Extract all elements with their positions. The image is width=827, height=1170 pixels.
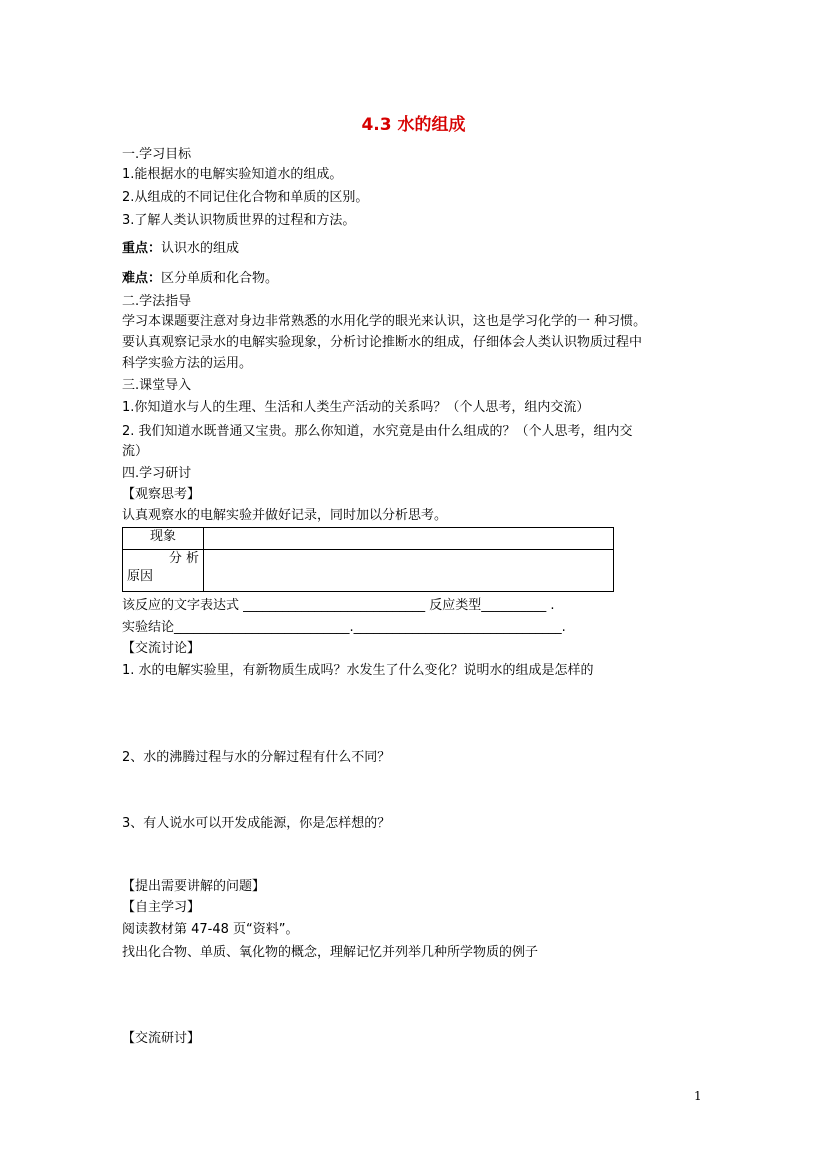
table-row [123, 550, 614, 592]
discussion-question-2: 2、水的沸腾过程与水的分解过程有什么不同？ [122, 750, 391, 765]
objective-item: 3.了解人类认识物质世界的过程和方法。 [122, 213, 356, 228]
key-point-label: 重点： [122, 241, 162, 256]
analysis-label-line2: 原因 [127, 569, 154, 584]
phenomenon-cell[interactable] [204, 528, 614, 550]
observation-table [122, 527, 614, 592]
intro-question-2-cont: 流） [122, 444, 149, 459]
section-heading-method: 二.学法指导 [122, 294, 192, 309]
method-line: 科学实验方法的运用。 [122, 356, 253, 371]
objective-item: 1.能根据水的电解实验知道水的组成。 [122, 167, 343, 182]
phenomenon-label: 现象 [123, 528, 204, 550]
analysis-label [123, 550, 204, 592]
observe-heading: 【观察思考】 [122, 487, 201, 502]
key-point [122, 240, 239, 258]
self-study-line: 找出化合物、单质、氧化物的概念，理解记忆并列举几种所学物质的例子 [122, 945, 539, 960]
analysis-label-line1: 分 析 [168, 551, 199, 566]
raise-questions-heading: 【提出需要讲解的问题】 [122, 879, 266, 894]
formula-line: 该反应的文字表达式 ____________________________ 反应类型__________ . [122, 598, 555, 613]
section-heading-study: 四.学习研讨 [122, 466, 192, 481]
method-line: 学习本课题要注意对身边非常熟悉的水用化学的眼光来认识，这也是学习化学的一 种习惯。 [122, 314, 647, 329]
table-row [123, 528, 614, 550]
discussion-question-1: 1. 水的电解实验里，有新物质生成吗？水发生了什么变化？说明水的组成是怎样的 [122, 663, 594, 678]
method-line: 要认真观察记录水的电解实验现象，分析讨论推断水的组成，仔细体会人类认识物质过程中 [122, 335, 643, 350]
exchange-heading: 【交流研讨】 [122, 1031, 201, 1046]
conclusion-line: 实验结论___________________________.________________________________. [122, 620, 566, 635]
section-heading-objectives: 一.学习目标 [122, 147, 192, 162]
self-study-line: 阅读教材第 47-48 页“资料”。 [122, 922, 299, 937]
self-study-heading: 【自主学习】 [122, 900, 201, 915]
key-point-text: 认识水的组成 [161, 241, 240, 256]
observe-text: 认真观察水的电解实验并做好记录，同时加以分析思考。 [122, 508, 448, 523]
discussion-question-3: 3、有人说水可以开发成能源，你是怎样想的？ [122, 816, 391, 831]
discussion-heading: 【交流讨论】 [122, 641, 201, 656]
difficulty-text: 区分单质和化合物。 [161, 271, 279, 286]
intro-question-1: 1.你知道水与人的生理、生活和人类生产活动的关系吗？（个人思考，组内交流） [122, 400, 590, 415]
analysis-cell[interactable] [204, 550, 614, 592]
page-number: 1 [694, 1089, 702, 1103]
section-heading-intro: 三.课堂导入 [122, 378, 192, 393]
intro-question-2: 2. 我们知道水既普通又宝贵。那么你知道，水究竟是由什么组成的？（个人思考，组内交 [122, 424, 633, 439]
difficulty-point [122, 270, 278, 288]
difficulty-label: 难点： [122, 271, 162, 286]
objective-item: 2.从组成的不同记住化合物和单质的区别。 [122, 190, 369, 205]
page-title: 4.3 水的组成 [361, 115, 466, 135]
